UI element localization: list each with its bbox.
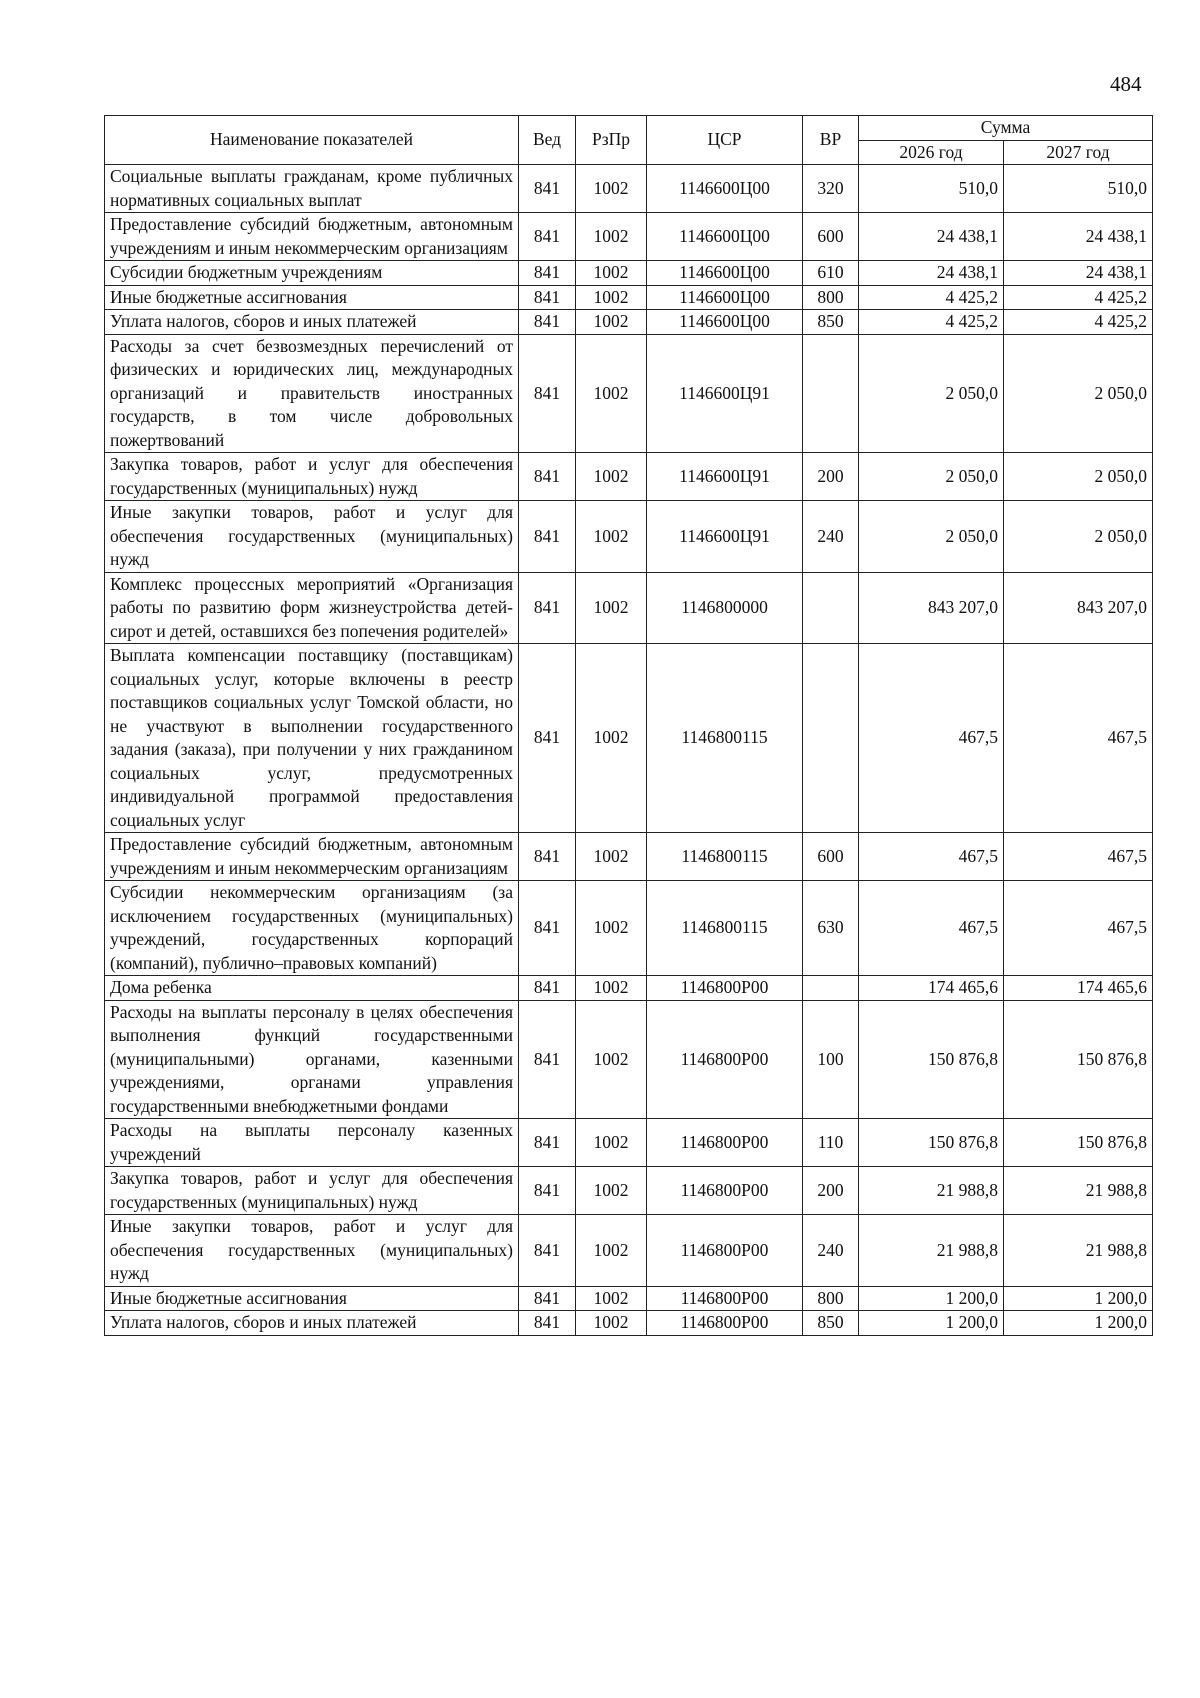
row-ved: 841 [519, 833, 576, 881]
row-csr: 1146600Ц00 [647, 261, 803, 286]
row-name: Субсидии бюджетным учреждениям [105, 261, 519, 286]
row-name: Иные закупки товаров, работ и услуг для обеспечения государственных (муниципальных) нужд [105, 1215, 519, 1287]
table-row [105, 334, 1153, 453]
table-row [105, 1000, 1153, 1119]
row-sum-2027: 467,5 [1004, 833, 1153, 881]
row-vr: 800 [803, 285, 859, 310]
header-year-2027: 2027 год [1004, 140, 1153, 165]
row-vr: 600 [803, 213, 859, 261]
row-csr: 1146800Р00 [647, 1311, 803, 1336]
row-vr [803, 572, 859, 644]
row-sum-2027: 4 425,2 [1004, 285, 1153, 310]
row-sum-2027: 843 207,0 [1004, 572, 1153, 644]
table-row [105, 310, 1153, 335]
table-row [105, 1167, 1153, 1215]
row-vr: 320 [803, 165, 859, 213]
row-ved: 841 [519, 310, 576, 335]
row-sum-2026: 21 988,8 [859, 1167, 1004, 1215]
table-row [105, 1286, 1153, 1311]
row-ved: 841 [519, 261, 576, 286]
row-sum-2026: 1 200,0 [859, 1286, 1004, 1311]
row-rzpr: 1002 [576, 261, 647, 286]
row-ved: 841 [519, 1311, 576, 1336]
table-row [105, 453, 1153, 501]
row-vr: 200 [803, 1167, 859, 1215]
row-name: Субсидии некоммерческим организациям (за исключением государственных (муниципальных) учреждений, государственных корпораций (компаний), публично–правовых компаний) [105, 881, 519, 976]
row-ved: 841 [519, 1119, 576, 1167]
row-ved: 841 [519, 1167, 576, 1215]
header-row [105, 116, 1153, 141]
row-ved: 841 [519, 213, 576, 261]
row-sum-2026: 843 207,0 [859, 572, 1004, 644]
row-vr: 200 [803, 453, 859, 501]
row-sum-2027: 24 438,1 [1004, 213, 1153, 261]
table-row [105, 285, 1153, 310]
row-name: Закупка товаров, работ и услуг для обеспечения государственных (муниципальных) нужд [105, 1167, 519, 1215]
row-vr: 630 [803, 881, 859, 976]
header-rzpr: РзПр [576, 116, 647, 165]
row-csr: 1146600Ц91 [647, 501, 803, 573]
row-name: Иные бюджетные ассигнования [105, 285, 519, 310]
row-sum-2027: 510,0 [1004, 165, 1153, 213]
row-csr: 1146800115 [647, 881, 803, 976]
row-vr: 850 [803, 310, 859, 335]
row-sum-2027: 174 465,6 [1004, 976, 1153, 1001]
table-row [105, 976, 1153, 1001]
row-name: Социальные выплаты гражданам, кроме публичных нормативных социальных выплат [105, 165, 519, 213]
row-rzpr: 1002 [576, 213, 647, 261]
row-csr: 1146800Р00 [647, 1215, 803, 1287]
row-csr: 1146600Ц91 [647, 453, 803, 501]
row-sum-2026: 467,5 [859, 644, 1004, 833]
row-sum-2027: 467,5 [1004, 881, 1153, 976]
row-rzpr: 1002 [576, 881, 647, 976]
row-rzpr: 1002 [576, 1215, 647, 1287]
row-vr [803, 976, 859, 1001]
row-name: Иные бюджетные ассигнования [105, 1286, 519, 1311]
row-ved: 841 [519, 1286, 576, 1311]
row-rzpr: 1002 [576, 644, 647, 833]
row-csr: 1146800Р00 [647, 976, 803, 1001]
row-csr: 1146800Р00 [647, 1000, 803, 1119]
page-number: 484 [1110, 72, 1142, 96]
row-vr [803, 644, 859, 833]
row-csr: 1146800Р00 [647, 1286, 803, 1311]
row-sum-2027: 2 050,0 [1004, 501, 1153, 573]
row-sum-2026: 150 876,8 [859, 1000, 1004, 1119]
row-rzpr: 1002 [576, 976, 647, 1001]
table-row [105, 572, 1153, 644]
row-csr: 1146600Ц00 [647, 213, 803, 261]
row-name: Закупка товаров, работ и услуг для обеспечения государственных (муниципальных) нужд [105, 453, 519, 501]
row-ved: 841 [519, 881, 576, 976]
row-sum-2027: 21 988,8 [1004, 1167, 1153, 1215]
row-rzpr: 1002 [576, 1119, 647, 1167]
table-row [105, 261, 1153, 286]
row-vr: 240 [803, 501, 859, 573]
row-sum-2026: 467,5 [859, 833, 1004, 881]
row-csr: 1146800Р00 [647, 1119, 803, 1167]
row-rzpr: 1002 [576, 1311, 647, 1336]
table-row [105, 165, 1153, 213]
row-sum-2026: 24 438,1 [859, 261, 1004, 286]
row-sum-2026: 4 425,2 [859, 310, 1004, 335]
row-sum-2026: 21 988,8 [859, 1215, 1004, 1287]
row-sum-2027: 2 050,0 [1004, 453, 1153, 501]
row-ved: 841 [519, 572, 576, 644]
row-rzpr: 1002 [576, 572, 647, 644]
row-name: Комплекс процессных мероприятий «Организация работы по развитию форм жизнеустройства детей-сирот и детей, оставшихся без попечения родителей» [105, 572, 519, 644]
row-sum-2026: 2 050,0 [859, 334, 1004, 453]
row-sum-2026: 2 050,0 [859, 501, 1004, 573]
row-sum-2026: 467,5 [859, 881, 1004, 976]
row-sum-2027: 150 876,8 [1004, 1119, 1153, 1167]
table-body [105, 165, 1153, 1336]
row-sum-2026: 150 876,8 [859, 1119, 1004, 1167]
row-vr [803, 334, 859, 453]
table-row [105, 1119, 1153, 1167]
row-vr: 600 [803, 833, 859, 881]
header-name: Наименование показателей [105, 116, 519, 165]
row-sum-2027: 1 200,0 [1004, 1311, 1153, 1336]
row-sum-2026: 4 425,2 [859, 285, 1004, 310]
row-name: Предоставление субсидий бюджетным, автономным учреждениям и иным некоммерческим организациям [105, 833, 519, 881]
row-vr: 110 [803, 1119, 859, 1167]
row-rzpr: 1002 [576, 310, 647, 335]
row-name: Уплата налогов, сборов и иных платежей [105, 310, 519, 335]
row-csr: 1146600Ц00 [647, 165, 803, 213]
row-rzpr: 1002 [576, 1286, 647, 1311]
row-vr: 240 [803, 1215, 859, 1287]
row-ved: 841 [519, 334, 576, 453]
row-rzpr: 1002 [576, 1000, 647, 1119]
row-ved: 841 [519, 976, 576, 1001]
row-name: Дома ребенка [105, 976, 519, 1001]
row-name: Уплата налогов, сборов и иных платежей [105, 1311, 519, 1336]
row-rzpr: 1002 [576, 334, 647, 453]
header-sum: Сумма [859, 116, 1153, 141]
row-csr: 1146800115 [647, 833, 803, 881]
row-csr: 1146600Ц00 [647, 285, 803, 310]
row-rzpr: 1002 [576, 833, 647, 881]
row-csr: 1146800Р00 [647, 1167, 803, 1215]
row-vr: 610 [803, 261, 859, 286]
row-sum-2026: 1 200,0 [859, 1311, 1004, 1336]
row-vr: 850 [803, 1311, 859, 1336]
row-name: Расходы на выплаты персоналу в целях обеспечения выполнения функций государственными (муниципальными) органами, казенными учреждениями, органами управления государственными внебюджетными фондами [105, 1000, 519, 1119]
row-ved: 841 [519, 1000, 576, 1119]
table-row [105, 833, 1153, 881]
row-sum-2027: 2 050,0 [1004, 334, 1153, 453]
header-vr: ВР [803, 116, 859, 165]
row-sum-2026: 24 438,1 [859, 213, 1004, 261]
row-csr: 1146600Ц00 [647, 310, 803, 335]
table-row [105, 1311, 1153, 1336]
row-sum-2026: 510,0 [859, 165, 1004, 213]
table-row [105, 501, 1153, 573]
row-ved: 841 [519, 644, 576, 833]
row-csr: 1146600Ц91 [647, 334, 803, 453]
row-sum-2027: 4 425,2 [1004, 310, 1153, 335]
row-name: Расходы на выплаты персоналу казенных учреждений [105, 1119, 519, 1167]
row-csr: 1146800000 [647, 572, 803, 644]
row-csr: 1146800115 [647, 644, 803, 833]
row-rzpr: 1002 [576, 453, 647, 501]
row-name: Предоставление субсидий бюджетным, автономным учреждениям и иным некоммерческим организациям [105, 213, 519, 261]
row-ved: 841 [519, 285, 576, 310]
row-sum-2027: 150 876,8 [1004, 1000, 1153, 1119]
table-row [105, 213, 1153, 261]
row-vr: 100 [803, 1000, 859, 1119]
row-ved: 841 [519, 165, 576, 213]
row-name: Выплата компенсации поставщику (поставщикам) социальных услуг, которые включены в реестр поставщиков социальных услуг Томской области, но не участвуют в выполнении государственного задания (заказа), при получении у них гражданином социальных услуг, предусмотренных индивидуальной программой предоставления социальных услуг [105, 644, 519, 833]
row-sum-2027: 21 988,8 [1004, 1215, 1153, 1287]
budget-table [104, 115, 1153, 1336]
row-sum-2026: 174 465,6 [859, 976, 1004, 1001]
row-sum-2027: 24 438,1 [1004, 261, 1153, 286]
row-name: Расходы за счет безвозмездных перечислений от физических и юридических лиц, международных организаций и правительств иностранных государств, в том числе добровольных пожертвований [105, 334, 519, 453]
table-row [105, 881, 1153, 976]
row-ved: 841 [519, 501, 576, 573]
row-rzpr: 1002 [576, 501, 647, 573]
row-rzpr: 1002 [576, 1167, 647, 1215]
row-rzpr: 1002 [576, 285, 647, 310]
table-row [105, 644, 1153, 833]
row-ved: 841 [519, 453, 576, 501]
row-sum-2026: 2 050,0 [859, 453, 1004, 501]
row-vr: 800 [803, 1286, 859, 1311]
row-sum-2027: 1 200,0 [1004, 1286, 1153, 1311]
header-csr: ЦСР [647, 116, 803, 165]
row-ved: 841 [519, 1215, 576, 1287]
header-year-2026: 2026 год [859, 140, 1004, 165]
row-name: Иные закупки товаров, работ и услуг для обеспечения государственных (муниципальных) нужд [105, 501, 519, 573]
row-sum-2027: 467,5 [1004, 644, 1153, 833]
row-rzpr: 1002 [576, 165, 647, 213]
table-row [105, 1215, 1153, 1287]
header-ved: Вед [519, 116, 576, 165]
